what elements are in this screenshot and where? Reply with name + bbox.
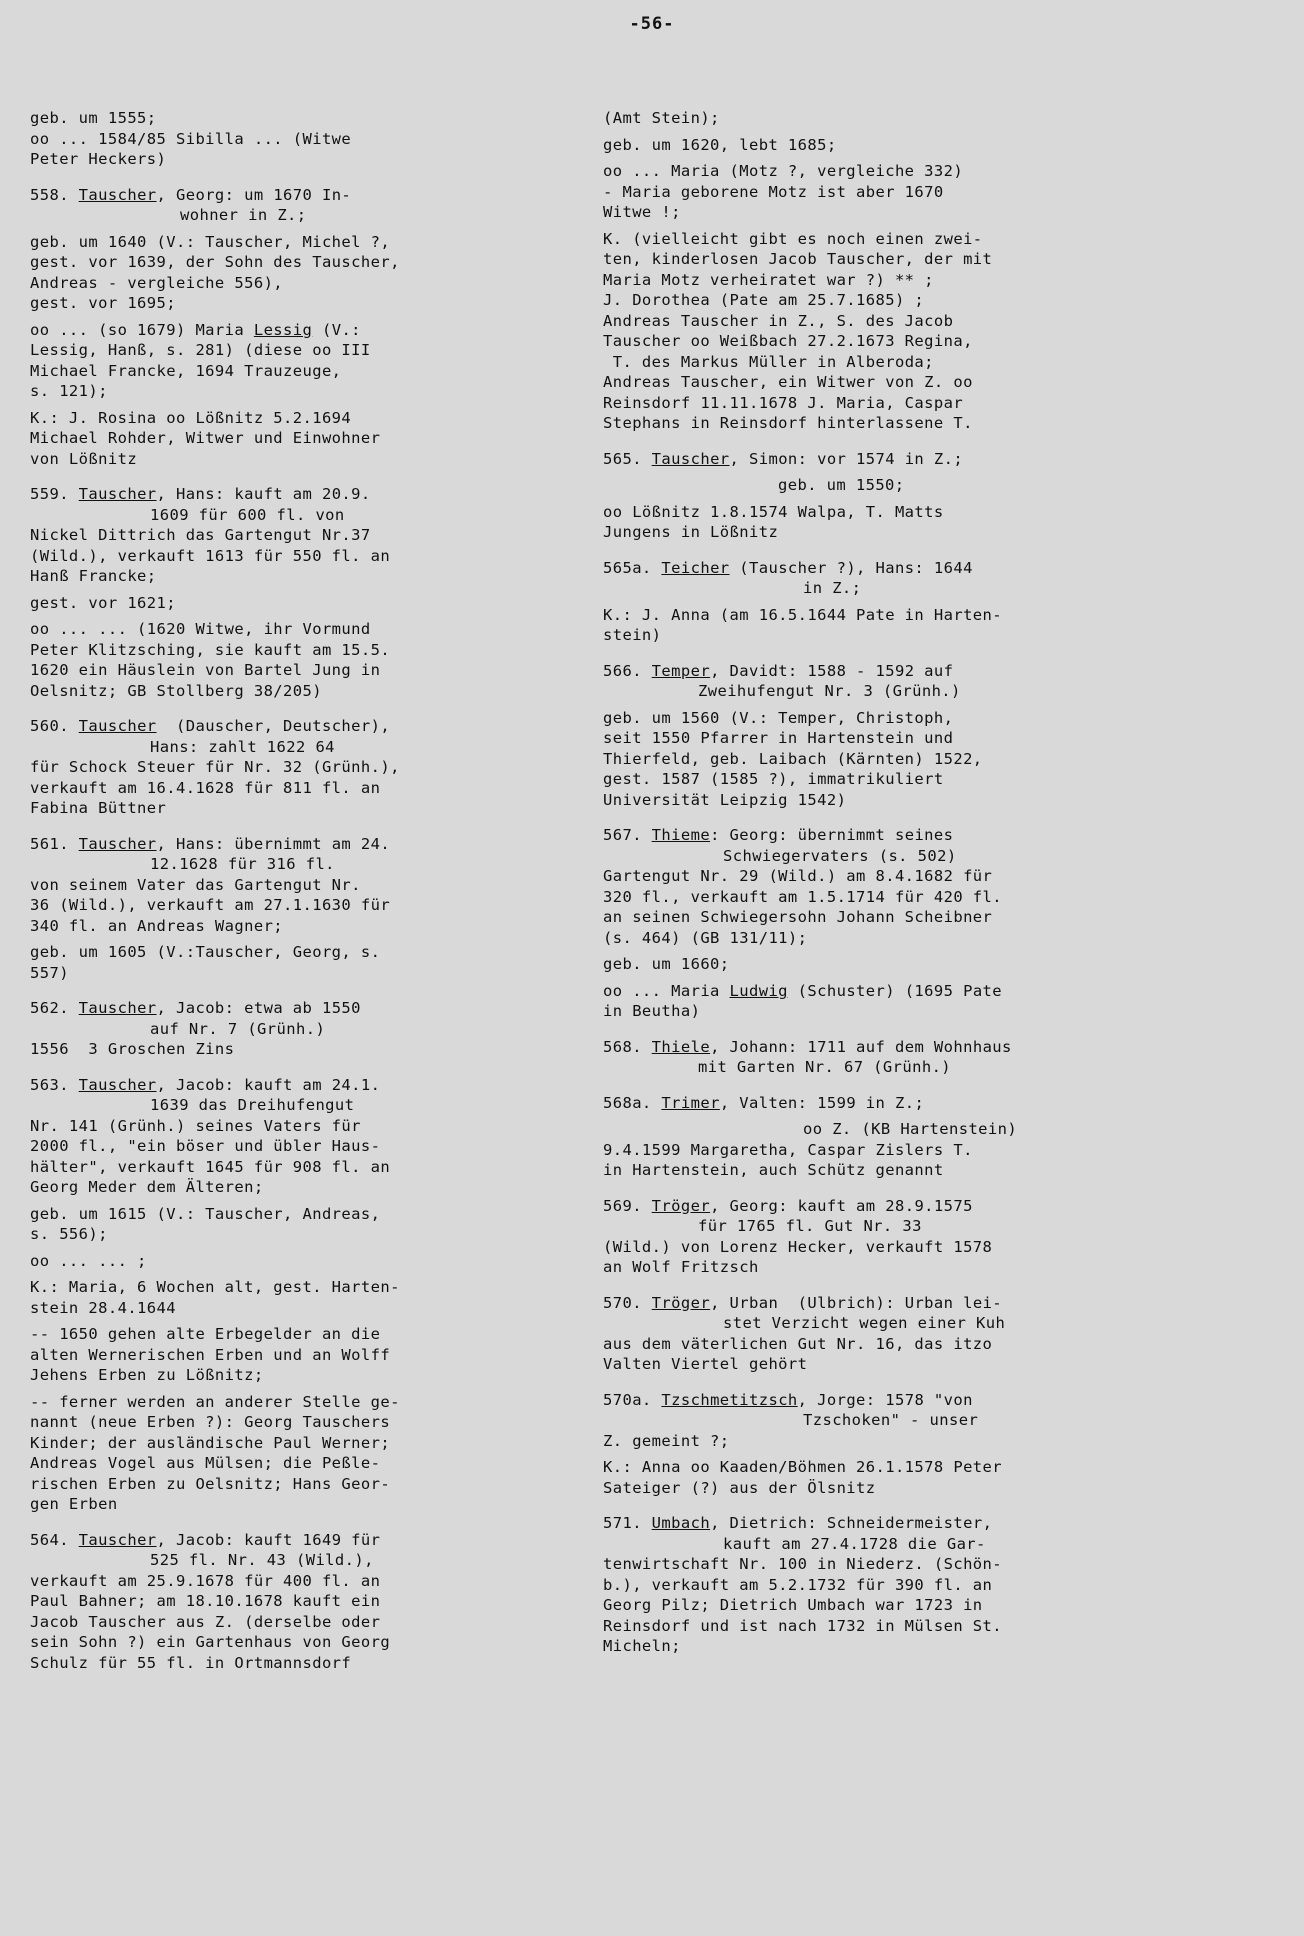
surname-underlined: Tauscher bbox=[651, 449, 730, 468]
text-line: 557) bbox=[30, 963, 69, 982]
genealogy-entry bbox=[30, 1075, 575, 1515]
text-line: Paul Bahner; am 18.10.1678 kauft ein bbox=[30, 1592, 381, 1610]
surname-underlined: Thieme bbox=[651, 826, 711, 844]
text-line: an seinen Schwiegersohn Johann Scheibner bbox=[603, 908, 993, 926]
genealogy-entry bbox=[30, 185, 575, 470]
left-column bbox=[30, 108, 575, 1688]
text-line: 565. Tauscher, Simon: vor 1574 in Z.; bbox=[603, 449, 964, 468]
genealogy-entry bbox=[603, 1390, 1148, 1499]
text-line: T. des Markus Müller in Alberoda; bbox=[603, 352, 934, 371]
text-line: Lessig, Hanß, s. 281) (diese oo III bbox=[30, 341, 371, 359]
surname-underlined: Tauscher bbox=[78, 717, 157, 735]
text-line: Andreas Tauscher, ein Witwer von Z. oo bbox=[603, 373, 973, 391]
text-line: 571. Umbach, Dietrich: Schneidermeister, bbox=[603, 1514, 993, 1532]
genealogy-entry bbox=[603, 661, 1148, 811]
text-line: oo ... ... (1620 Witwe, ihr Vormund bbox=[30, 620, 371, 638]
genealogy-entry bbox=[603, 1093, 1148, 1181]
text-line: geb. um 1660; bbox=[603, 955, 730, 973]
text-line: K. (vielleicht gibt es noch einen zwei- bbox=[603, 229, 983, 248]
text-line: -- 1650 gehen alte Erbegelder an die bbox=[30, 1325, 381, 1343]
surname-underlined: Tröger bbox=[651, 1293, 711, 1312]
text-line: stein 28.4.1644 bbox=[30, 1298, 176, 1317]
text-line: 568a. Trimer, Valten: 1599 in Z.; bbox=[603, 1093, 925, 1112]
text-line: Universität Leipzig 1542) bbox=[603, 790, 847, 809]
text-line: oo ... Maria (Motz ?, vergleiche 332) bbox=[603, 162, 964, 180]
text-line: Sateiger (?) aus der Ölsnitz bbox=[603, 1478, 876, 1497]
genealogy-entry bbox=[603, 825, 1148, 1022]
text-line: 1556 3 Groschen Zins bbox=[30, 1040, 235, 1058]
text-line: 558. Tauscher, Georg: um 1670 In- bbox=[30, 185, 352, 204]
text-line: Valten Viertel gehört bbox=[603, 1355, 808, 1373]
text-line: (Amt Stein); bbox=[603, 109, 720, 127]
text-line: 2000 fl., "ein böser und übler Haus- bbox=[30, 1137, 381, 1155]
text-line: 1620 ein Häuslein von Bartel Jung in bbox=[30, 661, 381, 679]
text-line: K.: J. Rosina oo Lößnitz 5.2.1694 bbox=[30, 408, 352, 427]
text-line: 566. Temper, Davidt: 1588 - 1592 auf bbox=[603, 661, 954, 680]
surname-underlined: Ludwig bbox=[729, 981, 788, 1000]
genealogy-entry bbox=[30, 1530, 575, 1674]
text-line: oo Z. (KB Hartenstein) bbox=[803, 1120, 1018, 1138]
text-line: Micheln; bbox=[603, 1637, 681, 1655]
genealogy-entry bbox=[30, 998, 575, 1060]
text-line: Peter Klitzsching, sie kauft am 15.5. bbox=[30, 640, 391, 659]
two-column-body bbox=[0, 108, 1304, 1688]
text-line: 36 (Wild.), verkauft am 27.1.1630 für bbox=[30, 896, 391, 914]
text-line: Schulz für 55 fl. in Ortmannsdorf bbox=[30, 1653, 352, 1672]
surname-underlined: Tauscher bbox=[78, 185, 157, 204]
text-line: seit 1550 Pfarrer in Hartenstein und bbox=[603, 729, 954, 747]
text-line: aus dem väterlichen Gut Nr. 16, das itzo bbox=[603, 1334, 993, 1353]
surname-underlined: Trimer bbox=[661, 1093, 720, 1112]
text-line: alten Wernerischen Erben und an Wolff bbox=[30, 1345, 391, 1364]
surname-underlined: Thiele bbox=[651, 1037, 711, 1056]
text-line: Oelsnitz; GB Stollberg 38/205) bbox=[30, 681, 322, 700]
text-line: 567. Thieme: Georg: übernimmt seines bbox=[603, 826, 954, 844]
surname-underlined: Tzschmetitzsch bbox=[661, 1390, 798, 1409]
text-line: geb. um 1615 (V.: Tauscher, Andreas, bbox=[30, 1204, 381, 1223]
text-line: oo Lößnitz 1.8.1574 Walpa, T. Matts bbox=[603, 502, 944, 521]
text-line: mit Garten Nr. 67 (Grünh.) bbox=[698, 1058, 952, 1076]
page-number: -56- bbox=[629, 14, 675, 34]
text-line: b.), verkauft am 5.2.1732 für 390 fl. an bbox=[603, 1575, 993, 1594]
surname-underlined: Temper bbox=[651, 661, 711, 680]
text-line: Gartengut Nr. 29 (Wild.) am 8.4.1682 für bbox=[603, 867, 993, 885]
text-line: Fabina Büttner bbox=[30, 799, 167, 817]
genealogy-entry bbox=[603, 108, 1148, 434]
text-line: geb. um 1640 (V.: Tauscher, Michel ?, bbox=[30, 232, 391, 251]
surname-underlined: Tauscher bbox=[78, 834, 157, 853]
text-line: Thierfeld, geb. Laibach (Kärnten) 1522, bbox=[603, 749, 983, 768]
text-line: Peter Heckers) bbox=[30, 150, 167, 168]
text-line: - Maria geborene Motz ist aber 1670 bbox=[603, 182, 944, 201]
surname-underlined: Teicher bbox=[661, 558, 730, 577]
text-line: in Beutha) bbox=[603, 1002, 701, 1020]
text-line: 320 fl., verkauft am 1.5.1714 für 420 fl. bbox=[603, 887, 1003, 906]
text-line: kauft am 27.4.1728 die Gar- bbox=[723, 1534, 986, 1553]
text-line: 525 fl. Nr. 43 (Wild.), bbox=[150, 1551, 374, 1569]
surname-underlined: Tröger bbox=[651, 1196, 711, 1215]
text-line: 565a. Teicher (Tauscher ?), Hans: 1644 bbox=[603, 558, 973, 577]
text-line: Stephans in Reinsdorf hinterlassene T. bbox=[603, 414, 973, 432]
genealogy-entry bbox=[603, 1293, 1148, 1375]
text-line: 559. Tauscher, Hans: kauft am 20.9. bbox=[30, 485, 371, 503]
text-line: 12.1628 für 316 fl. bbox=[150, 855, 335, 873]
text-line: Witwe !; bbox=[603, 203, 681, 221]
text-line: 564. Tauscher, Jacob: kauft 1649 für bbox=[30, 1530, 381, 1549]
text-line: Nr. 141 (Grünh.) seines Vaters für bbox=[30, 1116, 361, 1135]
genealogy-entry bbox=[30, 834, 575, 984]
text-line: oo ... (so 1679) Maria Lessig (V.: bbox=[30, 320, 361, 339]
text-line: 9.4.1599 Margaretha, Caspar Zislers T. bbox=[603, 1140, 973, 1159]
text-line: 1639 das Dreihufengut bbox=[150, 1096, 355, 1114]
text-line: gest. vor 1621; bbox=[30, 593, 176, 612]
text-line: Michael Rohder, Witwer und Einwohner bbox=[30, 429, 381, 447]
text-line: -- ferner werden an anderer Stelle ge- bbox=[30, 1392, 400, 1411]
text-line: Jungens in Lößnitz bbox=[603, 523, 779, 541]
text-line: Andreas Vogel aus Mülsen; die Peßle- bbox=[30, 1454, 381, 1472]
text-line: an Wolf Fritzsch bbox=[603, 1258, 759, 1276]
text-line: in Z.; bbox=[803, 579, 862, 597]
text-line: Jacob Tauscher aus Z. (derselbe oder bbox=[30, 1612, 381, 1631]
text-line: Hanß Francke; bbox=[30, 567, 157, 585]
right-column bbox=[603, 108, 1148, 1688]
text-line: 561. Tauscher, Hans: übernimmt am 24. bbox=[30, 834, 391, 853]
text-line: K.: Anna oo Kaaden/Böhmen 26.1.1578 Peter bbox=[603, 1458, 1003, 1476]
text-line: gest. vor 1695; bbox=[30, 294, 176, 312]
text-line: K.: Maria, 6 Wochen alt, gest. Harten- bbox=[30, 1278, 400, 1296]
text-line: oo ... ... ; bbox=[30, 1251, 147, 1270]
text-line: 340 fl. an Andreas Wagner; bbox=[30, 916, 284, 935]
text-line: auf Nr. 7 (Grünh.) bbox=[150, 1019, 326, 1038]
text-line: geb. um 1550; bbox=[778, 476, 905, 494]
text-line: Z. gemeint ?; bbox=[603, 1431, 730, 1450]
text-line: 568. Thiele, Johann: 1711 auf dem Wohnhaus bbox=[603, 1037, 1012, 1056]
text-line: Reinsdorf und ist nach 1732 in Mülsen St. bbox=[603, 1616, 1003, 1635]
text-line: für 1765 fl. Gut Nr. 33 bbox=[698, 1217, 922, 1235]
text-line: 560. Tauscher (Dauscher, Deutscher), bbox=[30, 717, 391, 735]
genealogy-entry bbox=[30, 716, 575, 819]
text-line: (s. 464) (GB 131/11); bbox=[603, 928, 808, 947]
genealogy-entry bbox=[30, 108, 575, 170]
text-line: geb. um 1605 (V.:Tauscher, Georg, s. bbox=[30, 943, 381, 961]
text-line: oo ... 1584/85 Sibilla ... (Witwe bbox=[30, 129, 352, 148]
genealogy-entry bbox=[603, 1037, 1148, 1078]
text-line: 562. Tauscher, Jacob: etwa ab 1550 bbox=[30, 999, 361, 1017]
text-line: s. 121); bbox=[30, 382, 108, 400]
text-line: Schwiegervaters (s. 502) bbox=[723, 846, 957, 865]
genealogy-entry bbox=[603, 449, 1148, 543]
text-line: Andreas - vergleiche 556), bbox=[30, 273, 284, 292]
text-line: 1609 für 600 fl. von bbox=[150, 505, 345, 524]
text-line: (Wild.), verkauft 1613 für 550 fl. an bbox=[30, 546, 391, 565]
text-line: Georg Pilz; Dietrich Umbach war 1723 in bbox=[603, 1596, 983, 1614]
text-line: in Hartenstein, auch Schütz genannt bbox=[603, 1161, 944, 1179]
text-line: 569. Tröger, Georg: kauft am 28.9.1575 bbox=[603, 1196, 973, 1215]
surname-underlined: Umbach bbox=[651, 1514, 711, 1532]
surname-underlined: Tauscher bbox=[78, 485, 157, 503]
text-line: Zweihufengut Nr. 3 (Grünh.) bbox=[698, 682, 961, 700]
surname-underlined: Tauscher bbox=[78, 1075, 157, 1094]
text-line: gest. 1587 (1585 ?), immatrikuliert bbox=[603, 770, 944, 788]
genealogy-entry bbox=[603, 1513, 1148, 1657]
text-line: von Lößnitz bbox=[30, 449, 138, 468]
text-line: (Wild.) von Lorenz Hecker, verkauft 1578 bbox=[603, 1237, 993, 1256]
text-line: geb. um 1555; bbox=[30, 109, 157, 127]
text-line: hälter", verkauft 1645 für 908 fl. an bbox=[30, 1157, 391, 1176]
text-line: sein Sohn ?) ein Gartenhaus von Georg bbox=[30, 1633, 391, 1651]
text-line: ten, kinderlosen Jacob Tauscher, der mit bbox=[603, 250, 993, 268]
text-line: verkauft am 25.9.1678 für 400 fl. an bbox=[30, 1571, 381, 1590]
text-line: geb. um 1560 (V.: Temper, Christoph, bbox=[603, 708, 954, 727]
surname-underlined: Tauscher bbox=[78, 999, 157, 1017]
text-line: geb. um 1620, lebt 1685; bbox=[603, 135, 837, 154]
text-line: Jehens Erben zu Lößnitz; bbox=[30, 1366, 264, 1384]
text-line: von seinem Vater das Gartengut Nr. bbox=[30, 875, 361, 894]
text-line: Kinder; der ausländische Paul Werner; bbox=[30, 1433, 391, 1452]
text-line: Maria Motz verheiratet war ?) ** ; bbox=[603, 270, 934, 289]
surname-underlined: Tauscher bbox=[78, 1530, 157, 1549]
text-line: verkauft am 16.4.1628 für 811 fl. an bbox=[30, 778, 381, 797]
text-line: nannt (neue Erben ?): Georg Tauschers bbox=[30, 1413, 391, 1431]
text-line: 570. Tröger, Urban (Ulbrich): Urban lei- bbox=[603, 1293, 1003, 1312]
text-line: stet Verzicht wegen einer Kuh bbox=[723, 1314, 1006, 1332]
text-line: tenwirtschaft Nr. 100 in Niederz. (Schön- bbox=[603, 1555, 1003, 1573]
text-line: wohner in Z.; bbox=[180, 206, 307, 224]
text-line: oo ... Maria Ludwig (Schuster) (1695 Pate bbox=[603, 981, 1003, 1000]
text-line: 563. Tauscher, Jacob: kauft am 24.1. bbox=[30, 1075, 381, 1094]
text-line: gest. vor 1639, der Sohn des Tauscher, bbox=[30, 253, 400, 271]
text-line: rischen Erben zu Oelsnitz; Hans Geor- bbox=[30, 1474, 391, 1493]
text-line: s. 556); bbox=[30, 1225, 108, 1243]
text-line: für Schock Steuer für Nr. 32 (Grünh.), bbox=[30, 758, 400, 776]
text-line: Nickel Dittrich das Gartengut Nr.37 bbox=[30, 526, 371, 544]
text-line: stein) bbox=[603, 626, 662, 644]
text-line: Hans: zahlt 1622 64 bbox=[150, 737, 335, 756]
text-line: Reinsdorf 11.11.1678 J. Maria, Caspar bbox=[603, 393, 964, 412]
genealogy-entry bbox=[30, 484, 575, 701]
text-line: K.: J. Anna (am 16.5.1644 Pate in Harten- bbox=[603, 605, 1003, 624]
text-line: J. Dorothea (Pate am 25.7.1685) ; bbox=[603, 291, 925, 309]
text-line: Georg Meder dem Älteren; bbox=[30, 1178, 264, 1196]
text-line: 570a. Tzschmetitzsch, Jorge: 1578 "von bbox=[603, 1390, 973, 1409]
surname-underlined: Lessig bbox=[253, 320, 313, 339]
text-line: Michael Francke, 1694 Trauzeuge, bbox=[30, 361, 342, 380]
genealogy-entry bbox=[603, 558, 1148, 646]
genealogy-entry bbox=[603, 1196, 1148, 1278]
text-line: Tzschoken" - unser bbox=[803, 1411, 979, 1429]
text-line: Andreas Tauscher in Z., S. des Jacob bbox=[603, 311, 954, 330]
text-line: gen Erben bbox=[30, 1495, 118, 1513]
text-line: Tauscher oo Weißbach 27.2.1673 Regina, bbox=[603, 332, 973, 350]
